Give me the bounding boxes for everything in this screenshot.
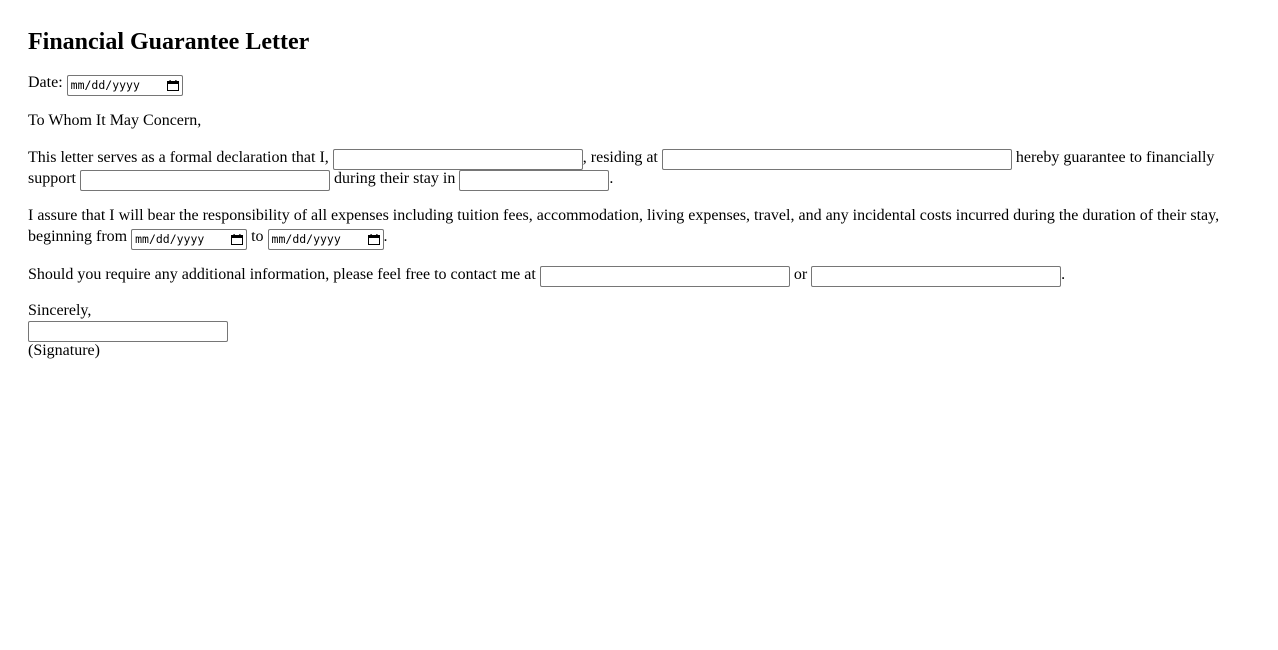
guarantee-text: hereby guarantee to financially support (28, 149, 1215, 187)
page-title: Financial Guarantee Letter (28, 29, 310, 55)
to-text: to (251, 228, 264, 245)
signature-caption: (Signature) (28, 342, 100, 359)
paragraph-contact (28, 264, 1250, 285)
closing-sincerely: Sincerely, (28, 302, 92, 319)
period-text: . (383, 228, 388, 245)
contact-primary-input[interactable] (540, 266, 790, 287)
or-text: or (793, 266, 808, 283)
declaration-text: This letter serves as a formal declaration that I, (28, 149, 329, 166)
signature-input[interactable] (28, 321, 228, 342)
during-stay-text: during their stay in (334, 170, 456, 187)
letter-date-placeholder: mm/dd/yyyy (70, 78, 140, 92)
calendar-icon[interactable] (231, 234, 243, 245)
date-label: Date: (28, 74, 63, 91)
beneficiary-name-input[interactable] (80, 170, 330, 191)
salutation: To Whom It May Concern, (28, 112, 202, 129)
contact-secondary-input[interactable] (811, 266, 1061, 287)
calendar-icon[interactable] (368, 234, 380, 245)
end-date-placeholder: mm/dd/yyyy (271, 232, 341, 246)
residing-text: , residing at (582, 149, 658, 166)
expenses-text: I assure that I will bear the responsibility of all expenses including tuition fees, accommodation, living expenses, travel, and any incidental costs incurred during the duration of their stay, beginning from (28, 207, 1220, 245)
period-text: . (609, 170, 614, 187)
contact-text: Should you require any additional information, please feel free to contact me at (28, 266, 536, 283)
paragraph-declaration (28, 147, 1250, 189)
start-date-placeholder: mm/dd/yyyy (135, 232, 205, 246)
end-date-input[interactable] (268, 229, 384, 250)
letter-date-input[interactable] (67, 75, 183, 96)
guarantor-address-input[interactable] (662, 149, 1012, 170)
date-line (28, 72, 1250, 94)
start-date-input[interactable] (131, 229, 247, 250)
stay-location-input[interactable] (459, 170, 609, 191)
guarantor-name-input[interactable] (333, 149, 583, 170)
period-text: . (1061, 266, 1066, 283)
paragraph-expenses (28, 205, 1250, 248)
signature-line (28, 321, 1250, 342)
calendar-icon[interactable] (167, 80, 179, 91)
